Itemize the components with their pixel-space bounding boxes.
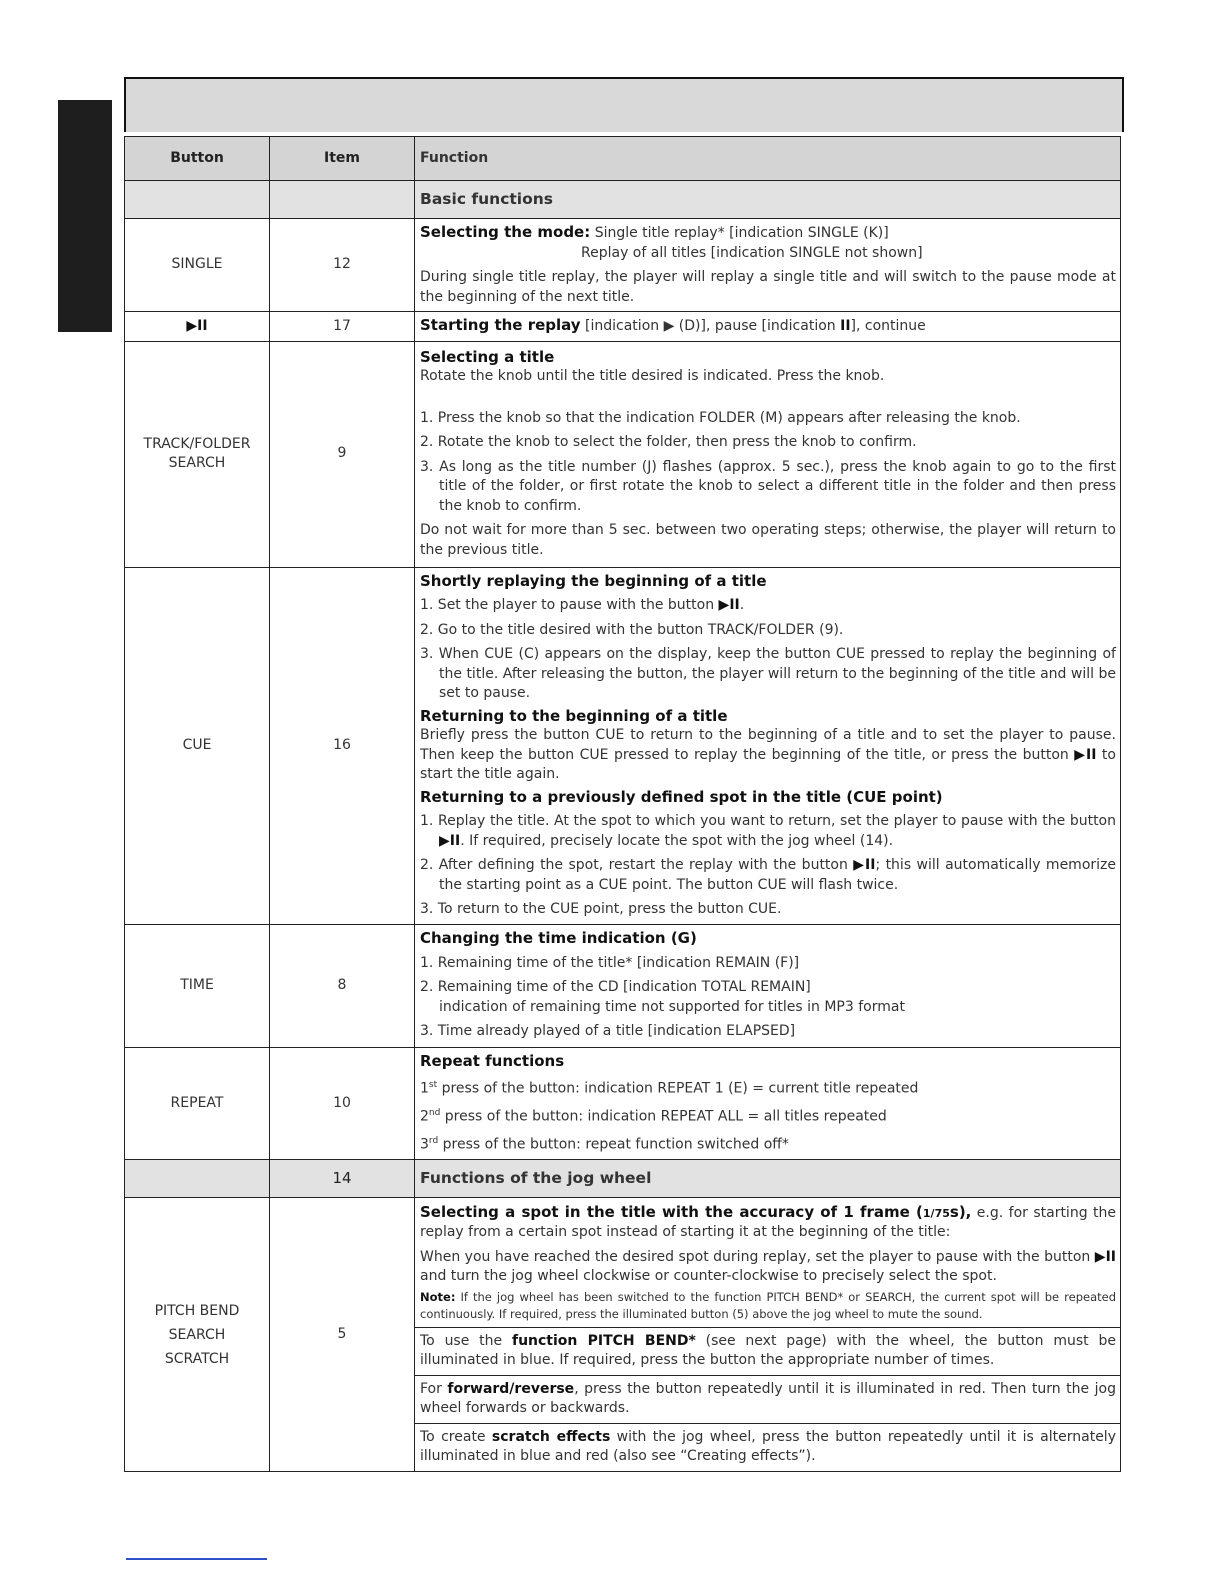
cue-b-pre: Briefly press the button CUE to return to the beginning of a title and to set the player to pause. Then keep the button CUE pressed to replay the beginning of the title, or press the button bbox=[420, 727, 1116, 763]
button-cue: CUE bbox=[125, 567, 270, 924]
time-step-1: 1. Remaining time of the title* [indication REMAIN (F)] bbox=[420, 954, 800, 971]
play-post: ], continue bbox=[850, 318, 926, 334]
side-tab bbox=[58, 100, 112, 332]
table-row bbox=[125, 567, 1121, 924]
page-header-box bbox=[124, 77, 1124, 132]
pitch-block-3 bbox=[415, 1375, 1120, 1423]
footer-rule bbox=[126, 1558, 267, 1560]
table-row bbox=[125, 312, 1121, 342]
time-step-2b: indication of remaining time not supported for titles in MP3 format bbox=[439, 998, 905, 1015]
table-header-row bbox=[125, 137, 1121, 181]
pitch-button-line1: PITCH BEND bbox=[154, 1302, 240, 1319]
pitch-p1-pre: When you have reached the desired spot during replay, set the player to pause with the button bbox=[420, 1248, 1095, 1265]
header-button: Button bbox=[125, 137, 270, 181]
single-line2: Replay of all titles [indication SINGLE not shown] bbox=[581, 244, 923, 261]
track-button-line2: SEARCH bbox=[168, 455, 226, 471]
cue-c2-post: ; this will automatically memorize the starting point as a CUE point. The button CUE will flash twice. bbox=[439, 857, 1116, 893]
section-jog bbox=[125, 1160, 1121, 1198]
cue-c2-pre: 2. After defining the spot, restart the replay with the button bbox=[420, 857, 854, 873]
cue-c1-post: . If required, precisely locate the spot with the jog wheel (14). bbox=[460, 832, 894, 849]
play-pre: [indication ▶ (D)], pause [indication bbox=[585, 318, 841, 334]
repeat-l2: press of the button: indication REPEAT ALL = all titles repeated bbox=[440, 1108, 887, 1125]
pitch-button-line2: SEARCH bbox=[168, 1326, 226, 1343]
single-lead: Selecting the mode: bbox=[420, 223, 591, 241]
pitch-p4-bold: scratch effects bbox=[491, 1428, 611, 1445]
function-single bbox=[415, 219, 1121, 312]
cue-step-c1 bbox=[420, 812, 1116, 851]
track-button-line1: TRACK/FOLDER bbox=[143, 435, 251, 452]
repeat-sup3: rd bbox=[428, 1136, 439, 1147]
pitch-block-1 bbox=[415, 1199, 1120, 1327]
button-single: SINGLE bbox=[125, 219, 270, 312]
cue-c1-pre: 1. Replay the title. At the spot to which you want to return, set the player to pause with the button bbox=[420, 813, 1116, 829]
play-pause-symbol: II bbox=[840, 318, 851, 334]
header-item: Item bbox=[270, 137, 415, 181]
repeat-n3: 3 bbox=[420, 1136, 429, 1153]
cue-a1-post: . bbox=[739, 597, 745, 613]
function-time bbox=[415, 924, 1121, 1047]
function-play bbox=[415, 312, 1121, 342]
table-row bbox=[125, 1047, 1121, 1160]
repeat-n2: 2 bbox=[420, 1108, 429, 1125]
repeat-line-3 bbox=[420, 1132, 1116, 1155]
section-jog-item: 14 bbox=[270, 1160, 415, 1198]
cue-c1-button: ▶II bbox=[439, 832, 461, 849]
pitch-note: If the jog wheel has been switched to the function PITCH BEND* or SEARCH, the current spot will be repeated continuously. If required, press the illuminated button (5) above the jog wheel to mute the sound. bbox=[420, 1289, 1116, 1321]
button-track-folder bbox=[125, 341, 270, 567]
repeat-line-1 bbox=[420, 1076, 1116, 1099]
pitch-t1-rest: e.g. for starting the replay from a certain spot instead of starting it at the beginning of the title: bbox=[420, 1204, 1116, 1241]
item-play: 17 bbox=[270, 312, 415, 342]
pitch-p2-post: (see next page) with the wheel, the button must be illuminated in blue. If required, press the button the appropriate number of times. bbox=[420, 1332, 1116, 1369]
item-track: 9 bbox=[270, 341, 415, 567]
track-step-2: 2. Rotate the knob to select the folder, then press the knob to confirm. bbox=[420, 434, 917, 451]
repeat-sup1: st bbox=[428, 1080, 438, 1090]
section-jog-title: Functions of the jog wheel bbox=[415, 1160, 1121, 1198]
button-repeat: REPEAT bbox=[125, 1047, 270, 1160]
pitch-p2-pre: To use the bbox=[420, 1332, 512, 1349]
single-line1: Single title replay* [indication SINGLE (K)] bbox=[594, 225, 889, 241]
item-single: 12 bbox=[270, 219, 415, 312]
repeat-l1: press of the button: indication REPEAT 1 (E) = current title repeated bbox=[437, 1080, 919, 1097]
repeat-title: Repeat functions bbox=[420, 1051, 565, 1070]
repeat-n1: 1 bbox=[420, 1080, 429, 1097]
pitch-block-4 bbox=[415, 1423, 1120, 1471]
cue-step-a2: 2. Go to the title desired with the button TRACK/FOLDER (9). bbox=[420, 621, 844, 638]
button-play-pause: ▶II bbox=[125, 312, 270, 342]
function-table bbox=[124, 136, 1121, 1472]
cue-title-1: Shortly replaying the beginning of a title bbox=[420, 571, 767, 590]
function-cue bbox=[415, 567, 1121, 924]
track-step-1: 1. Press the knob so that the indication FOLDER (M) appears after releasing the knob. bbox=[420, 409, 1021, 426]
single-text: During single title replay, the player will replay a single title and will switch to the pause mode at the beginning of the next title. bbox=[420, 269, 1116, 305]
pitch-p3-post: , press the button repeatedly until it is illuminated in red. Then turn the jog wheel forwards or backwards. bbox=[420, 1380, 1117, 1417]
pitch-p3-bold: forward/reverse bbox=[447, 1380, 575, 1397]
pitch-button-line3: SCRATCH bbox=[164, 1350, 230, 1367]
track-note: Do not wait for more than 5 sec. between two operating steps; otherwise, the player will return to the previous title. bbox=[420, 522, 1116, 558]
time-title: Changing the time indication (G) bbox=[420, 929, 697, 948]
header-function: Function bbox=[415, 137, 1121, 181]
pitch-t1-end: s), bbox=[949, 1202, 972, 1221]
item-repeat: 10 bbox=[270, 1047, 415, 1160]
table-row bbox=[125, 924, 1121, 1047]
cue-step-c3: 3. To return to the CUE point, press the button CUE. bbox=[420, 901, 782, 917]
pitch-t1: Selecting a spot in the title with the accuracy of 1 frame ( bbox=[420, 1202, 923, 1221]
button-time: TIME bbox=[125, 924, 270, 1047]
cue-title-3: Returning to a previously defined spot in the title (CUE point) bbox=[420, 787, 943, 806]
cue-c2-button: ▶II bbox=[853, 857, 876, 873]
button-pitch-bend bbox=[125, 1198, 270, 1472]
section-basic bbox=[125, 181, 1121, 219]
pitch-t1-frac: 1/75 bbox=[922, 1206, 950, 1220]
cue-step-a3: 3. When CUE (C) appears on the display, keep the button CUE pressed to replay the beginning of the title. After releasing the button, the player will return to the beginning of the title and will be set to pause. bbox=[420, 646, 1116, 701]
repeat-l3: press of the button: repeat function switched off* bbox=[438, 1136, 789, 1153]
item-cue: 16 bbox=[270, 567, 415, 924]
section-basic-title: Basic functions bbox=[415, 181, 1121, 219]
time-step-3: 3. Time already played of a title [indication ELAPSED] bbox=[420, 1023, 796, 1040]
cue-a1-pre: 1. Set the player to pause with the button bbox=[420, 597, 719, 613]
pitch-note-lead: Note: bbox=[420, 1289, 456, 1304]
cue-a1-button: ▶II bbox=[718, 597, 740, 613]
function-repeat bbox=[415, 1047, 1121, 1160]
item-pitch: 5 bbox=[270, 1198, 415, 1472]
pitch-p1-post: and turn the jog wheel clockwise or counter-clockwise to precisely select the spot. bbox=[420, 1268, 997, 1285]
function-pitch bbox=[415, 1198, 1121, 1472]
table-row bbox=[125, 341, 1121, 567]
pitch-p3-pre: For bbox=[420, 1380, 448, 1397]
table-row bbox=[125, 219, 1121, 312]
pitch-p4-pre: To create bbox=[420, 1428, 492, 1445]
pitch-block-2 bbox=[415, 1327, 1120, 1375]
cue-b-post: to start the title again. bbox=[420, 746, 1116, 782]
pitch-p2-bold: function PITCH BEND* bbox=[511, 1332, 696, 1349]
pitch-p4-post: with the jog wheel, press the button repeatedly until it is alternately illuminated in blue and red (also see “Creating effects”). bbox=[420, 1428, 1116, 1465]
pitch-p1-button: ▶II bbox=[1094, 1248, 1116, 1265]
track-title: Selecting a title bbox=[420, 347, 555, 366]
repeat-line-2 bbox=[420, 1104, 1116, 1127]
cue-step-c2 bbox=[420, 856, 1116, 895]
track-intro: Rotate the knob until the title desired is indicated. Press the knob. bbox=[420, 368, 885, 385]
repeat-sup2: nd bbox=[428, 1108, 441, 1119]
cue-para-b bbox=[420, 726, 1116, 785]
item-time: 8 bbox=[270, 924, 415, 1047]
cue-step-a1 bbox=[420, 596, 1116, 616]
time-step-2a: 2. Remaining time of the CD [indication TOTAL REMAIN] bbox=[420, 979, 811, 996]
track-step-3: 3. As long as the title number (J) flashes (approx. 5 sec.), press the knob again to go to the first title of the folder, or first rotate the knob to select a different title in the folder and then press the knob to confirm. bbox=[420, 458, 1116, 514]
cue-b-button: ▶II bbox=[1074, 746, 1097, 763]
table-row bbox=[125, 1198, 1121, 1472]
cue-title-2: Returning to the beginning of a title bbox=[420, 706, 728, 725]
play-lead: Starting the replay bbox=[420, 316, 581, 334]
time-step-2 bbox=[420, 978, 1116, 1017]
function-track bbox=[415, 341, 1121, 567]
